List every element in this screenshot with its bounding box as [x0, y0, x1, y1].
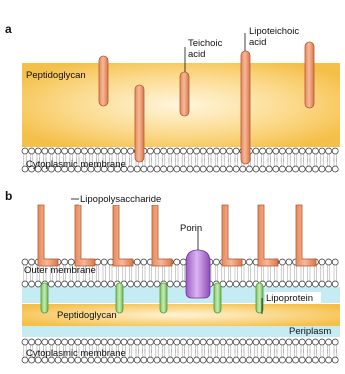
- lipid-head: [220, 339, 226, 345]
- lipid-head: [332, 259, 338, 265]
- lipid-head: [141, 339, 147, 345]
- lipid-head: [88, 339, 94, 345]
- lipid-head: [306, 281, 312, 287]
- lipid-head: [29, 148, 35, 154]
- lipid-head: [174, 148, 180, 154]
- lipid-head: [207, 357, 213, 363]
- lipid-head: [326, 357, 332, 363]
- lipid-head: [207, 166, 213, 172]
- lipid-head: [286, 281, 292, 287]
- lipid-head: [227, 339, 233, 345]
- lipopolysaccharide: [258, 205, 278, 266]
- lipid-head: [326, 166, 332, 172]
- lipid-head: [312, 166, 318, 172]
- lipid-head: [187, 357, 193, 363]
- lipid-head: [167, 357, 173, 363]
- lipid-head: [75, 339, 81, 345]
- lipid-head: [187, 166, 193, 172]
- lipid-head: [35, 281, 41, 287]
- lipid-head: [108, 281, 114, 287]
- panel-a-letter: a: [5, 22, 12, 36]
- lipopolysaccharide: [152, 205, 172, 266]
- lipid-head: [147, 148, 153, 154]
- lipid-head: [260, 357, 266, 363]
- lipid-head: [299, 148, 305, 154]
- lipid-head: [35, 339, 41, 345]
- lipid-head: [154, 281, 160, 287]
- lipid-head: [141, 166, 147, 172]
- lipid-head: [260, 339, 266, 345]
- lipid-head: [286, 259, 292, 265]
- lipid-head: [174, 259, 180, 265]
- teichoic-label-1: Teichoic: [188, 38, 223, 49]
- lipid-head: [134, 357, 140, 363]
- lipid-head: [266, 166, 272, 172]
- lipid-head: [167, 166, 173, 172]
- teichoic-acid-rod: [99, 56, 108, 106]
- lipid-head: [273, 357, 279, 363]
- lipid-head: [194, 339, 200, 345]
- lipid-head: [293, 339, 299, 345]
- lipopolysaccharide: [38, 205, 58, 266]
- lipid-head: [213, 166, 219, 172]
- lipid-head: [299, 166, 305, 172]
- lipoteichoic-acid-rod: [241, 51, 250, 164]
- lipoprotein: [214, 283, 221, 313]
- lipid-head: [108, 148, 114, 154]
- lipoprotein: [41, 283, 48, 313]
- lipid-head: [180, 148, 186, 154]
- lipid-head: [187, 339, 193, 345]
- lipid-head: [213, 148, 219, 154]
- lipid-head: [141, 357, 147, 363]
- lipid-head: [62, 339, 68, 345]
- teichoic-acid-rod: [180, 72, 189, 116]
- lipid-head: [326, 281, 332, 287]
- lipopolysaccharide-group: [38, 205, 316, 266]
- lipid-head: [312, 357, 318, 363]
- lipid-head: [246, 281, 252, 287]
- lipid-head: [167, 281, 173, 287]
- lipid-head: [286, 166, 292, 172]
- lipid-head: [62, 148, 68, 154]
- lipid-head: [134, 339, 140, 345]
- lipid-head: [42, 339, 48, 345]
- lipid-head: [326, 148, 332, 154]
- lipid-head: [253, 148, 259, 154]
- lipid-head: [332, 148, 338, 154]
- cytoplasmic-membrane-label-b: Cytoplasmic membrane: [26, 348, 126, 359]
- lipid-head: [207, 339, 213, 345]
- lipid-head: [114, 148, 120, 154]
- lipoprotein: [116, 283, 123, 313]
- lipid-head: [134, 259, 140, 265]
- panel-b-letter: b: [5, 189, 13, 203]
- lipid-head: [174, 166, 180, 172]
- lipid-head: [88, 281, 94, 287]
- lipid-head: [273, 166, 279, 172]
- lipid-head: [233, 148, 239, 154]
- lipid-head: [213, 339, 219, 345]
- lipid-head: [227, 148, 233, 154]
- lipid-head: [101, 281, 107, 287]
- lipid-head: [161, 339, 167, 345]
- lipid-head: [167, 339, 173, 345]
- lipid-head: [68, 281, 74, 287]
- lipid-head: [81, 281, 87, 287]
- lipid-head: [161, 166, 167, 172]
- lipid-head: [240, 339, 246, 345]
- lipid-head: [279, 339, 285, 345]
- lipid-head: [253, 166, 259, 172]
- lipid-head: [293, 148, 299, 154]
- lipid-head: [253, 357, 259, 363]
- lipopolysaccharide: [75, 205, 95, 266]
- lipid-head: [48, 281, 54, 287]
- lipid-head: [62, 281, 68, 287]
- lipid-head: [88, 148, 94, 154]
- lipid-head: [200, 166, 206, 172]
- lipid-head: [154, 357, 160, 363]
- lipid-head: [266, 148, 272, 154]
- lipid-head: [101, 259, 107, 265]
- lipid-head: [174, 339, 180, 345]
- lipid-head: [293, 357, 299, 363]
- lipid-head: [326, 259, 332, 265]
- lipid-head: [81, 148, 87, 154]
- periplasm-label: Periplasm: [289, 326, 332, 337]
- lipid-head: [154, 339, 160, 345]
- lipid-head: [279, 166, 285, 172]
- lipid-head: [68, 339, 74, 345]
- lipid-head: [95, 281, 101, 287]
- lipid-head: [22, 339, 28, 345]
- lipid-head: [95, 148, 101, 154]
- lipid-head: [319, 148, 325, 154]
- lipid-head: [233, 357, 239, 363]
- lipid-head: [279, 259, 285, 265]
- lipoprotein: [160, 283, 167, 313]
- lipopolysaccharide: [296, 205, 316, 266]
- lipid-head: [29, 281, 35, 287]
- teichoic-acid-rod: [305, 42, 314, 108]
- lipid-head: [273, 148, 279, 154]
- lipid-head: [286, 339, 292, 345]
- lipid-head: [227, 281, 233, 287]
- lipoteichoic-acid-rod: [135, 85, 144, 162]
- lipid-head: [154, 148, 160, 154]
- lipoteichoic-label-2: acid: [249, 37, 267, 48]
- lipid-head: [306, 357, 312, 363]
- lipid-head: [75, 148, 81, 154]
- lipid-head: [260, 166, 266, 172]
- lipid-head: [180, 281, 186, 287]
- lipid-head: [213, 357, 219, 363]
- lipid-head: [273, 281, 279, 287]
- lipid-head: [154, 166, 160, 172]
- lipid-head: [279, 357, 285, 363]
- lipid-head: [194, 148, 200, 154]
- lipid-head: [319, 166, 325, 172]
- lipid-head: [161, 357, 167, 363]
- lipid-head: [42, 148, 48, 154]
- lipopolysaccharide: [113, 205, 133, 266]
- lipid-head: [180, 357, 186, 363]
- lipid-head: [187, 148, 193, 154]
- lipid-head: [29, 339, 35, 345]
- lipid-head: [299, 357, 305, 363]
- lipid-head: [286, 357, 292, 363]
- lipid-head: [213, 259, 219, 265]
- lipid-head: [286, 148, 292, 154]
- lipid-head: [240, 357, 246, 363]
- lipid-head: [319, 339, 325, 345]
- lipid-head: [128, 148, 134, 154]
- lipopolysaccharide: [222, 205, 242, 266]
- lipid-head: [266, 339, 272, 345]
- lipid-head: [293, 281, 299, 287]
- lipid-head: [266, 281, 272, 287]
- lipid-head: [200, 148, 206, 154]
- lipid-head: [260, 148, 266, 154]
- lipid-head: [279, 281, 285, 287]
- lipid-head: [306, 148, 312, 154]
- lipid-head: [246, 259, 252, 265]
- lipid-head: [147, 166, 153, 172]
- lipid-head: [121, 148, 127, 154]
- lipid-head: [332, 281, 338, 287]
- lipid-head: [128, 281, 134, 287]
- lipid-head: [319, 357, 325, 363]
- lipid-head: [35, 148, 41, 154]
- lipid-head: [55, 281, 61, 287]
- lipid-head: [134, 281, 140, 287]
- lipid-head: [326, 339, 332, 345]
- lipid-head: [194, 357, 200, 363]
- lipid-head: [306, 166, 312, 172]
- lipid-head: [319, 259, 325, 265]
- lipid-head: [68, 148, 74, 154]
- lipid-head: [121, 339, 127, 345]
- lipid-head: [108, 339, 114, 345]
- lipid-head: [312, 148, 318, 154]
- lipid-head: [233, 339, 239, 345]
- lipid-head: [22, 148, 28, 154]
- lipid-head: [306, 339, 312, 345]
- lipid-head: [101, 339, 107, 345]
- lipid-head: [128, 166, 134, 172]
- lipid-head: [55, 148, 61, 154]
- lipid-head: [312, 281, 318, 287]
- lipid-head: [227, 357, 233, 363]
- lipid-head: [141, 281, 147, 287]
- lipid-head: [220, 357, 226, 363]
- lipid-head: [114, 339, 120, 345]
- lipid-head: [207, 148, 213, 154]
- cytoplasmic-membrane-label-a: Cytoplasmic membrane: [26, 159, 126, 170]
- lipid-head: [128, 357, 134, 363]
- teichoic-label-2: acid: [188, 49, 206, 60]
- lipid-head: [48, 339, 54, 345]
- lipid-head: [227, 166, 233, 172]
- peptidoglycan-label-b: Peptidoglycan: [57, 310, 117, 321]
- lipid-head: [22, 281, 28, 287]
- lipid-head: [180, 259, 186, 265]
- lipid-head: [161, 148, 167, 154]
- lipid-head: [75, 281, 81, 287]
- lipid-head: [240, 166, 246, 172]
- lipid-head: [246, 357, 252, 363]
- lipid-head: [240, 281, 246, 287]
- lipid-head: [95, 339, 101, 345]
- lipid-head: [246, 339, 252, 345]
- lipid-head: [55, 339, 61, 345]
- porin-label: Porin: [180, 223, 203, 234]
- lipid-head: [220, 148, 226, 154]
- lipid-head: [220, 166, 226, 172]
- lipid-head: [101, 148, 107, 154]
- lipid-head: [319, 281, 325, 287]
- lipid-head: [200, 339, 206, 345]
- lipopolysaccharide-label: Lipopolysaccharide: [80, 194, 162, 205]
- lipid-head: [253, 339, 259, 345]
- lipid-head: [200, 357, 206, 363]
- lipid-head: [174, 281, 180, 287]
- lipid-head: [273, 339, 279, 345]
- lipid-head: [332, 166, 338, 172]
- lipid-head: [174, 357, 180, 363]
- lipid-head: [180, 166, 186, 172]
- lipid-head: [147, 281, 153, 287]
- lipid-head: [180, 339, 186, 345]
- lipid-head: [147, 357, 153, 363]
- lipid-head: [299, 281, 305, 287]
- lipid-head: [81, 339, 87, 345]
- lipid-head: [293, 166, 299, 172]
- outer-membrane-label: Outer membrane: [24, 265, 96, 276]
- lipid-head: [147, 339, 153, 345]
- lipid-head: [134, 166, 140, 172]
- lipid-head: [299, 339, 305, 345]
- peptidoglycan-label-a: Peptidoglycan: [26, 70, 86, 81]
- lipid-head: [332, 339, 338, 345]
- lipid-head: [128, 339, 134, 345]
- lipid-head: [194, 166, 200, 172]
- lipoteichoic-label-1: Lipoteichoic: [249, 26, 300, 37]
- porin: [186, 250, 210, 298]
- lipid-head: [279, 148, 285, 154]
- lipid-head: [141, 259, 147, 265]
- lipid-head: [312, 339, 318, 345]
- lipid-head: [167, 148, 173, 154]
- lipid-head: [233, 281, 239, 287]
- lipoprotein-label: Lipoprotein: [266, 293, 314, 304]
- lipid-head: [246, 166, 252, 172]
- lipid-head: [48, 148, 54, 154]
- lipid-head: [332, 357, 338, 363]
- lipid-head: [233, 166, 239, 172]
- lipid-head: [266, 357, 272, 363]
